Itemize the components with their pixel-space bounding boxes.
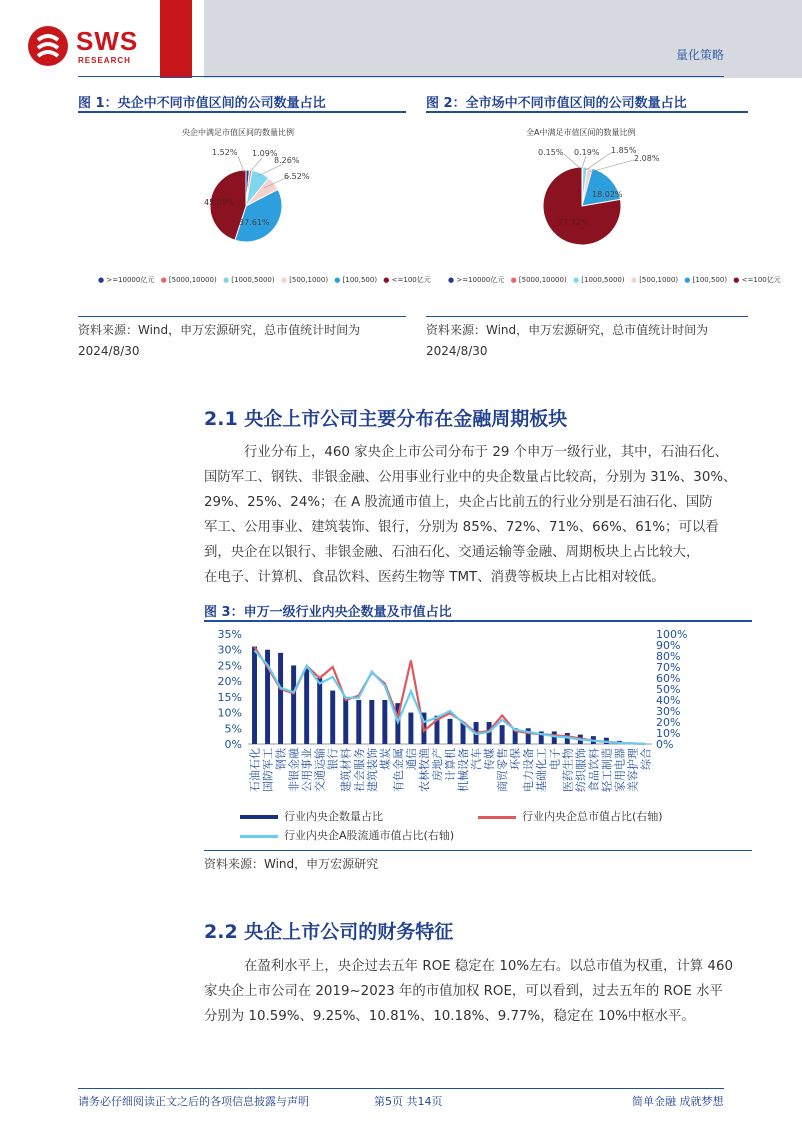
fig1-label-5: 45.00% bbox=[204, 198, 235, 207]
fig3-bar bbox=[252, 647, 257, 744]
fig2-legend-4: [100,500) bbox=[692, 276, 728, 284]
fig3-category-label: 商贸零售 bbox=[496, 748, 510, 792]
legend-dot-icon: ● bbox=[630, 276, 637, 284]
para-line: 分别为 10.59%、9.25%、10.81%、10.18%、9.77%，稳定在 10%中枢水平。 bbox=[204, 1009, 695, 1024]
fig3-right-tick: 70% bbox=[656, 661, 681, 674]
fig2-legend-5: <=100亿元 bbox=[741, 276, 781, 284]
fig2-source bbox=[426, 320, 750, 362]
fig1-legend-0: >=10000亿元 bbox=[106, 276, 155, 284]
fig3-bar bbox=[382, 700, 387, 744]
fig2-leader-line bbox=[590, 160, 634, 172]
fig3-bar bbox=[356, 700, 361, 744]
fig3-right-tick: 90% bbox=[656, 639, 681, 652]
fig3-legend-item-total bbox=[478, 808, 663, 824]
fig3-category-label: 环保 bbox=[509, 748, 523, 770]
fig2-bottom-rule bbox=[426, 316, 748, 317]
legend-dot-icon: ● bbox=[98, 276, 105, 284]
fig3-category-label: 美容护理 bbox=[626, 748, 640, 792]
fig3-category-label: 基础化工 bbox=[535, 748, 549, 792]
fig3-category-label: 国防军工 bbox=[261, 748, 275, 792]
fig1-leader-line bbox=[250, 158, 262, 172]
fig1-title: 图 1：央企中不同市值区间的公司数量占比 bbox=[78, 96, 326, 111]
fig2-label-5: 77.72% bbox=[558, 218, 589, 227]
fig3-category-label: 医药生物 bbox=[561, 748, 575, 792]
fig3-category-label: 非银金融 bbox=[287, 748, 301, 792]
fig3-bar bbox=[369, 700, 374, 744]
fig3-bottom-rule bbox=[204, 850, 752, 851]
legend-dot-icon: ● bbox=[572, 276, 580, 284]
legend-dot-icon: ● bbox=[448, 276, 455, 284]
fig1-label-2: 8.26% bbox=[274, 156, 300, 165]
brand-name: SWS bbox=[76, 26, 139, 56]
fig1-legend-5: <=100亿元 bbox=[391, 276, 431, 284]
fig1-legend-1: [5000,10000) bbox=[168, 276, 217, 284]
fig3-left-tick: 30% bbox=[217, 643, 242, 657]
fig3-bar bbox=[552, 731, 557, 744]
fig3-bar bbox=[448, 719, 453, 744]
fig3-category-label: 建筑材料 bbox=[339, 748, 353, 792]
para-line: 到，央企在以银行、非银金融、石油石化、交通运输等金融、周期板块上占比较大， bbox=[204, 545, 700, 560]
section-2-1-heading: 2.1 央企上市公司主要分布在金融周期板块 bbox=[204, 408, 568, 430]
fig3-legend-2: 行业内央企A股流通市值占比(右轴) bbox=[284, 829, 455, 842]
para-line: 在盈利水平上，央企过去五年 ROE 稳定在 10%左右。以总市值为权重，计算 460 bbox=[244, 959, 733, 974]
fig1-chart-title: 央企中满足市值区间的数量比例 bbox=[182, 128, 294, 137]
fig3-source: 资料来源：Wind，申万宏源研究 bbox=[204, 857, 379, 871]
fig2-source-date: 2024/8/30 bbox=[426, 344, 488, 358]
fig2-legend-3: [500,1000) bbox=[639, 276, 679, 284]
fig3-category-label: 综合 bbox=[639, 748, 653, 770]
fig3-category-label: 农林牧渔 bbox=[417, 748, 431, 792]
fig1-title-rule bbox=[78, 111, 406, 113]
para-line: 29%、25%、24%；在 A 股流通市值上，央企占比前五的行业分别是石油石化、国防 bbox=[204, 495, 713, 510]
para-line: 行业分布上，460 家央企上市公司分布于 29 个申万一级行业，其中，石油石化、 bbox=[244, 445, 728, 460]
fig2-legend-0: >=10000亿元 bbox=[456, 276, 505, 284]
fig2-chart bbox=[426, 118, 781, 313]
fig1-source bbox=[78, 320, 408, 362]
fig3-category-label: 房地产 bbox=[430, 748, 444, 781]
fig3-category-label: 银行 bbox=[326, 748, 340, 770]
fig3-right-tick: 60% bbox=[656, 672, 681, 685]
fig3-bar bbox=[278, 653, 283, 744]
page-header bbox=[0, 0, 802, 78]
fig3-right-tick: 80% bbox=[656, 650, 681, 663]
fig2-title: 图 2：全市场中不同市值区间的公司数量占比 bbox=[426, 96, 687, 111]
fig3-right-tick: 10% bbox=[656, 727, 681, 740]
fig3-left-tick: 0% bbox=[224, 738, 242, 751]
section-2-1-body bbox=[204, 440, 752, 590]
fig3-category-label: 纺织服饰 bbox=[574, 748, 588, 792]
fig3-bar bbox=[500, 725, 505, 744]
para-line: 国防军工、钢铁、非银金融、公用事业行业中的央企数量占比较高，分别为 31%、30%、 bbox=[204, 470, 737, 485]
fig3-legend-1: 行业内央企总市值占比(右轴) bbox=[522, 810, 663, 823]
fig3-right-tick: 0% bbox=[656, 738, 674, 751]
fig3-category-label: 煤炭 bbox=[378, 748, 392, 770]
fig1-label-0: 1.52% bbox=[212, 148, 238, 157]
fig3-legend-item-float bbox=[240, 827, 454, 843]
fig2-legend-2: [1000,5000) bbox=[581, 276, 625, 284]
legend-swatch-icon bbox=[478, 816, 516, 819]
fig3-bar bbox=[291, 665, 296, 744]
fig1-legend-4: [100,500) bbox=[342, 276, 378, 284]
fig2-label-4: 18.02% bbox=[592, 190, 623, 199]
para-line: 军工、公用事业、建筑装饰、银行，分别为 85%、72%、71%、66%、61%；可以看 bbox=[204, 520, 719, 535]
fig2-label-0: 0.15% bbox=[538, 148, 564, 157]
legend-dot-icon: ● bbox=[334, 276, 341, 284]
fig3-right-tick: 50% bbox=[656, 683, 681, 696]
footer-divider bbox=[78, 1088, 724, 1089]
fig3-left-tick: 10% bbox=[217, 706, 242, 720]
fig3-category-label: 建筑装饰 bbox=[365, 748, 379, 792]
fig2-label-2: 1.85% bbox=[611, 146, 637, 155]
fig1-leader-line bbox=[258, 164, 283, 176]
fig2-source-text: 资料来源：Wind，申万宏源研究，总市值统计时间为 bbox=[426, 323, 709, 337]
para-line: 在电子、计算机、食品饮料、医药生物等 TMT、消费等板块上占比相对较低。 bbox=[204, 570, 665, 585]
legend-swatch-icon bbox=[240, 835, 278, 838]
fig3-right-tick: 40% bbox=[656, 694, 681, 707]
fig3-right-tick: 100% bbox=[656, 628, 688, 641]
fig3-bar bbox=[317, 678, 322, 744]
fig1-leader-line bbox=[238, 156, 244, 172]
fig2-chart-title: 全A中满足市值区间的数量比例 bbox=[526, 128, 636, 137]
fig3-category-label: 有色金属 bbox=[391, 748, 405, 792]
fig3-category-label: 公用事业 bbox=[300, 748, 314, 792]
section-2-2-heading: 2.2 央企上市公司的财务特征 bbox=[204, 921, 454, 943]
fig1-source-text: 资料来源：Wind，申万宏源研究，总市值统计时间为 bbox=[78, 323, 361, 337]
fig3-category-label: 钢铁 bbox=[274, 748, 288, 770]
fig3-right-tick: 20% bbox=[656, 716, 681, 729]
fig3-category-label: 电子 bbox=[548, 748, 562, 770]
fig1-bottom-rule bbox=[78, 316, 406, 317]
fig1-legend bbox=[98, 275, 431, 285]
fig3-bar bbox=[304, 669, 309, 744]
fig3-category-label: 家用电器 bbox=[613, 748, 627, 792]
fig3-title: 图 3：申万一级行业内央企数量及市值占比 bbox=[204, 605, 452, 620]
footer-slogan: 简单金融 成就梦想 bbox=[632, 1095, 724, 1108]
section-2-2-body bbox=[204, 954, 752, 1029]
fig2-legend bbox=[448, 275, 781, 285]
legend-dot-icon: ● bbox=[733, 276, 740, 284]
fig3-category-label: 食品饮料 bbox=[587, 748, 601, 792]
header-red-bar bbox=[160, 0, 192, 78]
fig3-category-label: 轻工制造 bbox=[600, 748, 614, 792]
fig1-source-date: 2024/8/30 bbox=[78, 344, 140, 358]
fig3-category-label: 电力设备 bbox=[522, 748, 536, 792]
brand-logo-icon bbox=[28, 26, 68, 66]
fig3-bar bbox=[343, 697, 348, 744]
fig3-category-label: 机械设备 bbox=[457, 748, 471, 792]
fig3-left-tick: 15% bbox=[217, 690, 242, 704]
fig1-label-3: 6.52% bbox=[284, 172, 310, 181]
fig3-left-tick: 5% bbox=[224, 722, 242, 736]
fig2-label-1: 0.19% bbox=[574, 148, 600, 157]
legend-dot-icon: ● bbox=[684, 276, 691, 284]
fig1-chart bbox=[78, 118, 431, 313]
fig3-category-label: 传媒 bbox=[483, 748, 497, 770]
legend-dot-icon: ● bbox=[222, 276, 230, 284]
fig3-legend-item-bar bbox=[240, 808, 383, 824]
fig3-legend-0: 行业内央企数量占比 bbox=[284, 810, 383, 823]
fig3-left-tick: 25% bbox=[217, 659, 242, 673]
fig2-legend-1: [5000,10000) bbox=[518, 276, 567, 284]
legend-dot-icon: ● bbox=[280, 276, 287, 284]
fig1-label-1: 1.09% bbox=[252, 149, 278, 158]
para-line: 家央企上市公司在 2019~2023 年的市值加权 ROE，可以看到，过去五年的 ROE 水平 bbox=[204, 984, 723, 999]
header-divider bbox=[78, 76, 724, 77]
fig3-category-label: 交通运输 bbox=[313, 748, 327, 792]
fig2-title-rule bbox=[426, 111, 748, 113]
fig3-category-label: 计算机 bbox=[444, 748, 457, 781]
fig3-right-tick: 30% bbox=[656, 705, 681, 718]
legend-swatch-icon bbox=[240, 815, 278, 819]
fig1-legend-3: [500,1000) bbox=[289, 276, 329, 284]
fig3-bar bbox=[408, 713, 413, 744]
legend-dot-icon: ● bbox=[383, 276, 390, 284]
report-category: 量化策略 bbox=[675, 48, 724, 62]
fig3-category-label: 社会服务 bbox=[352, 748, 366, 792]
fig2-label-3: 2.08% bbox=[634, 154, 660, 163]
fig3-category-label: 石油石化 bbox=[248, 748, 262, 792]
legend-dot-icon: ● bbox=[160, 276, 167, 284]
legend-dot-icon: ● bbox=[510, 276, 517, 284]
header-grey-bar bbox=[204, 0, 802, 78]
fig3-category-label: 汽车 bbox=[470, 748, 484, 770]
brand-sub: RESEARCH bbox=[78, 56, 131, 65]
footer-disclaimer: 请务必仔细阅读正文之后的各项信息披露与声明 bbox=[78, 1095, 309, 1108]
fig3-left-tick: 35% bbox=[217, 628, 242, 641]
footer-page-number: 第5页 共14页 bbox=[374, 1095, 443, 1108]
fig3-category-label: 通信 bbox=[404, 748, 418, 770]
fig3-left-tick: 20% bbox=[217, 675, 242, 689]
fig2-leader-line bbox=[582, 156, 586, 168]
fig1-label-4: 37.61% bbox=[239, 218, 270, 227]
fig1-legend-2: [1000,5000) bbox=[231, 276, 275, 284]
fig3-bar bbox=[330, 691, 335, 744]
